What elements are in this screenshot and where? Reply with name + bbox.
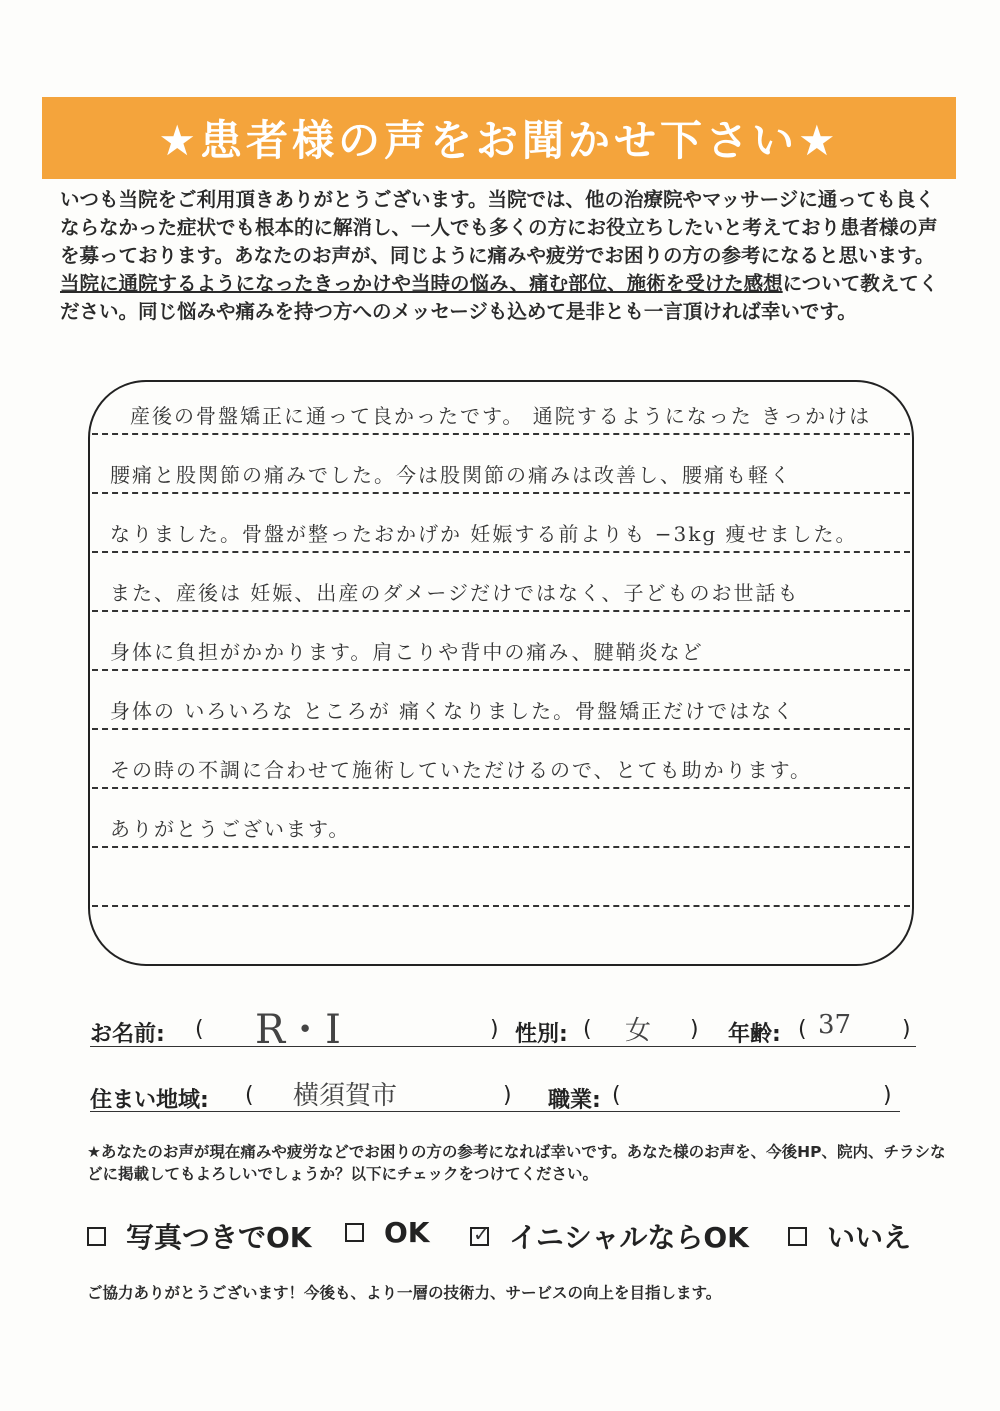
intro-text bbox=[60, 186, 950, 326]
checkbox-no[interactable] bbox=[788, 1227, 807, 1246]
checkbox-photo-ok[interactable] bbox=[87, 1227, 106, 1246]
option-ok-label: OK bbox=[384, 1216, 430, 1249]
option-no-label: いいえ bbox=[827, 1221, 912, 1254]
ruled-line bbox=[92, 905, 910, 907]
gender-value: 女 bbox=[625, 1016, 652, 1046]
row-underline bbox=[90, 1046, 916, 1047]
name-paren-close: ) bbox=[490, 1017, 499, 1042]
job-paren-close: ) bbox=[883, 1083, 892, 1108]
name-label: お名前: bbox=[90, 1022, 165, 1047]
ruled-line bbox=[92, 846, 910, 848]
option-no[interactable] bbox=[788, 1216, 911, 1256]
age-value: 37 bbox=[818, 1010, 852, 1040]
page-title: ★患者様の声をお聞かせ下さい★ bbox=[158, 116, 840, 165]
job-paren-open: ( bbox=[612, 1083, 621, 1108]
gender-paren-open: ( bbox=[583, 1017, 592, 1042]
ruled-line bbox=[92, 787, 910, 789]
intro-part2: について教えてください。同じ悩みや痛みを持つ方へのメッセージも込めて是非とも一言頂ければ幸いです。 bbox=[60, 272, 939, 323]
area-paren-close: ) bbox=[503, 1083, 512, 1108]
area-value: 横須賀市 bbox=[293, 1081, 398, 1111]
area-label: 住まい地域: bbox=[90, 1088, 209, 1113]
checkbox-initial-ok[interactable] bbox=[470, 1221, 490, 1246]
intro-highlight: 当院に通院するようになったきっかけや当時の悩み、痛む部位、施術を受けた感想 bbox=[60, 272, 783, 295]
ruled-line bbox=[92, 728, 910, 730]
ruled-line bbox=[92, 492, 910, 494]
handwritten-line-1: 産後の骨盤矯正に通って良かったです。 通院するようになった きっかけは bbox=[130, 404, 872, 428]
option-ok[interactable] bbox=[345, 1216, 430, 1249]
area-paren-open: ( bbox=[245, 1083, 254, 1108]
consent-note: ★あなたのお声が現在痛みや疲労などでお困りの方の参考になれば幸いです。あなた様のお声を、今後HP、院内、チラシなどに掲載してもよろしいでしょうか？以下にチェックをつけてください。 bbox=[87, 1143, 946, 1183]
row-underline bbox=[90, 1111, 900, 1112]
ruled-line bbox=[92, 551, 910, 553]
gender-paren-close: ) bbox=[690, 1017, 699, 1042]
handwritten-line-4: また、産後は 妊娠、出産のダメージだけではなく、子どものお世話も bbox=[110, 581, 800, 605]
option-initial-ok[interactable] bbox=[470, 1216, 749, 1256]
option-photo-ok[interactable] bbox=[87, 1216, 312, 1256]
handwritten-line-7: その時の不調に合わせて施術していただけるので、とても助かります。 bbox=[110, 758, 812, 782]
checkbox-ok[interactable] bbox=[345, 1223, 364, 1242]
option-photo-ok-label: 写真つきでOK bbox=[126, 1221, 312, 1254]
intro-part1: いつも当院をご利用頂きありがとうございます。当院では、他の治療院やマッサージに通っても良くならなかった症状でも根本的に解消し、一人でも多くの方にお役立ちしたいと考えており患者様の声を募っております。あなたのお声が、同じように痛みや疲労でお困りの方の参考になると思います。 bbox=[60, 188, 938, 267]
option-initial-ok-label: イニシャルならOK bbox=[509, 1221, 749, 1254]
age-paren-open: ( bbox=[798, 1017, 807, 1042]
handwritten-line-8: ありがとうございます。 bbox=[110, 817, 351, 841]
age-label: 年齢: bbox=[728, 1022, 781, 1047]
job-label: 職業: bbox=[548, 1088, 601, 1113]
thanks-text: ご協力ありがとうございます！今後も、より一層の技術力、サービスの向上を目指します。 bbox=[87, 1284, 722, 1302]
ruled-line bbox=[92, 669, 910, 671]
ruled-line bbox=[92, 610, 910, 612]
gender-label: 性別: bbox=[515, 1022, 568, 1047]
name-value: R・I bbox=[255, 1007, 341, 1053]
handwritten-line-5: 身体に負担がかかります。肩こりや背中の痛み、腱鞘炎など bbox=[110, 640, 704, 664]
name-paren-open: ( bbox=[195, 1017, 204, 1042]
page-title-banner bbox=[42, 97, 956, 179]
handwritten-line-3: なりました。骨盤が整ったおかげか 妊娠する前よりも −3kg 痩せました。 bbox=[110, 522, 858, 546]
age-paren-close: ) bbox=[902, 1017, 911, 1042]
handwritten-line-2: 腰痛と股関節の痛みでした。今は股関節の痛みは改善し、腰痛も軽く bbox=[110, 463, 792, 487]
check-mark-icon: ✓ bbox=[473, 1221, 490, 1246]
handwritten-line-6: 身体の いろいろな ところが 痛くなりました。骨盤矯正だけではなく bbox=[110, 699, 796, 723]
ruled-line bbox=[92, 433, 910, 435]
